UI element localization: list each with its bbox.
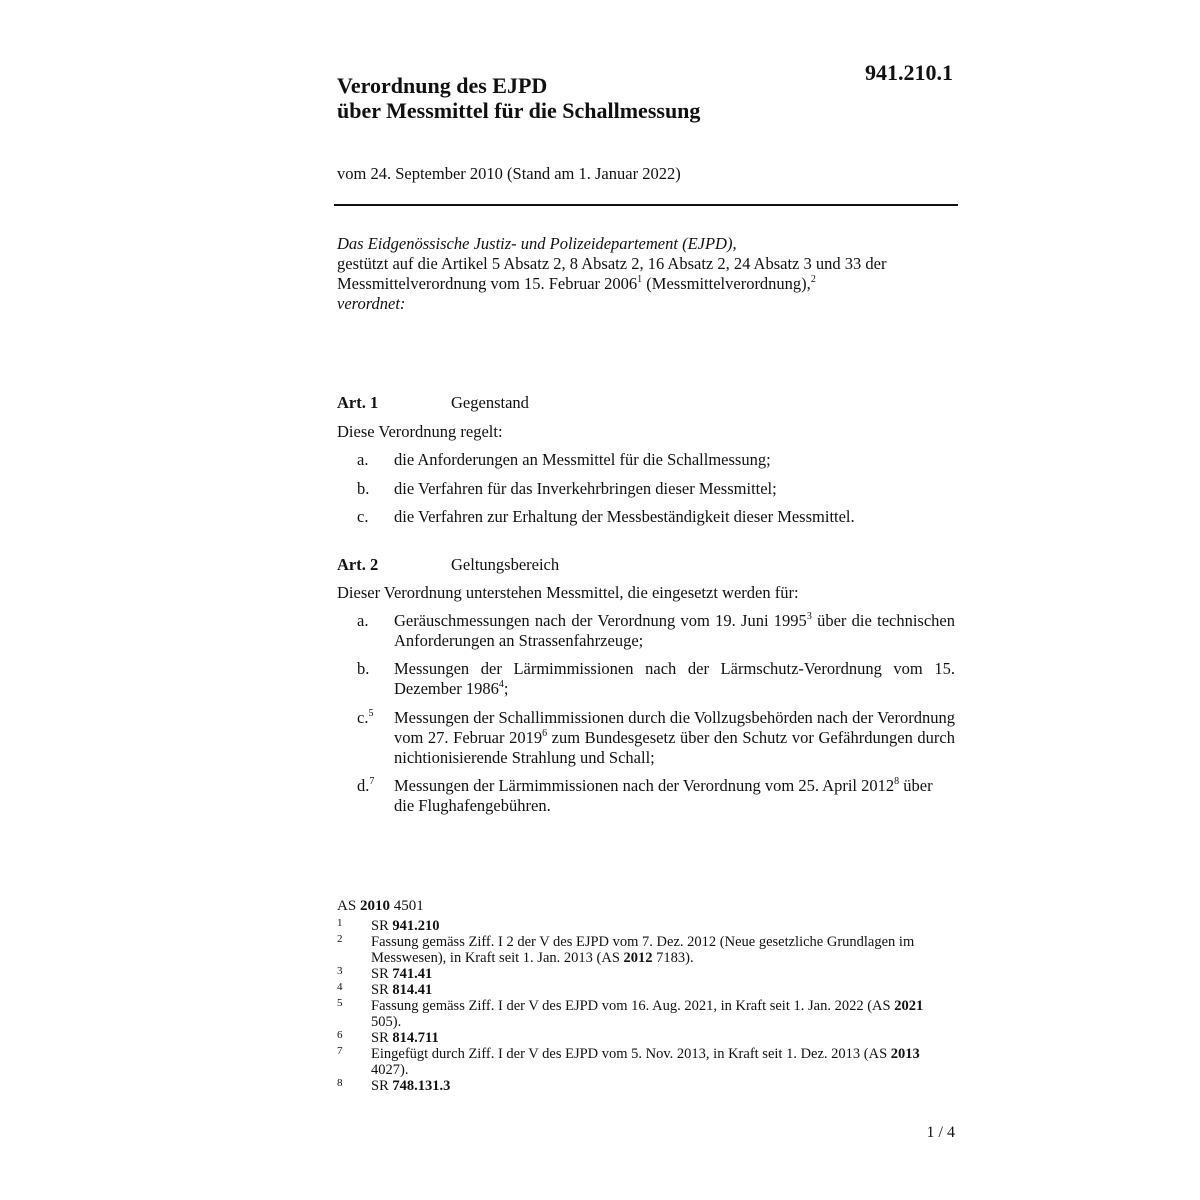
list-item [357,450,955,470]
list-item-label: b. [357,659,370,678]
footnote-as-year: 2012 [623,950,653,966]
footnote-text [371,1078,957,1094]
list-item-text [394,776,955,816]
list-item-text-part: ; [503,679,509,698]
list-item-label-text: d. [357,776,370,795]
article-2-heading: Geltungsbereich [451,555,560,574]
title-line-1: Verordnung des EJPD [337,73,548,98]
list-item-label: b. [357,479,370,498]
list-item-text: die Verfahren zur Erhaltung der Messbeständigkeit dieser Messmittel. [394,507,855,526]
footnote-number: 8 [337,1077,343,1089]
list-item-text [394,611,955,651]
footnote-sr-number: 814.41 [392,982,433,998]
footnote-number: 7 [337,1045,343,1057]
article-1-header [337,393,529,413]
footnote-text-part: SR [371,1078,393,1094]
footnote-text-part: SR [371,982,393,998]
list-item-text-part: Messungen der Lärmimmissionen nach der Lärmschutz-Verordnung vom 15. Dezember 1986 [394,659,955,698]
article-1-heading: Gegenstand [451,393,529,412]
preamble [337,234,957,314]
list-item-text [394,708,955,768]
footnote-5 [337,998,957,1030]
footnote-4 [337,982,957,998]
list-item-label: a. [357,450,369,469]
date-line: vom 24. September 2010 (Stand am 1. Januar 2022) [337,164,681,183]
page-title [337,73,700,123]
footnote-text-part: 505). [371,1014,402,1030]
list-item-text-part: über die technischen Anforderungen an Strassenfahrzeuge; [394,611,955,650]
footnote-text-part: Fassung gemäss Ziff. I 2 der V des EJPD vom 7. Dez. 2012 (Neue gesetzliche Grundlagen im Messwesen), in Kraft seit 1. Jan. 2013 (AS [371,934,915,966]
list-item-text-part: über die Flughafengebühren. [394,776,933,815]
footnote-number: 5 [337,997,343,1009]
footnote-number: 1 [337,917,343,929]
article-1-intro: Diese Verordnung regelt: [337,422,503,441]
footnote-2 [337,934,957,966]
as-prefix: AS [337,898,360,914]
footnote-as-year: 2013 [890,1046,920,1062]
list-item-label [357,776,393,796]
list-item-label-text: c. [357,708,369,727]
footnote-text [371,982,957,998]
footnote-number: 2 [337,933,343,945]
list-item [357,659,955,699]
list-item [357,479,955,499]
article-2-number: Art. 2 [337,555,379,574]
list-item [357,708,955,768]
preamble-basis-text-2: (Messmittelverordnung), [642,274,811,293]
as-year: 2010 [359,898,390,914]
footnote-sr-number: 814.711 [392,1030,439,1046]
footnote-7 [337,1046,957,1078]
list-item-text-part: zum Bundesgesetz über den Schutz vor Gefährdungen durch nichtionisierende Strahlung und Schall; [394,728,955,767]
footnote-1 [337,918,957,934]
footnote-text-part: SR [371,966,393,982]
footnote-sr-number: 748.131.3 [392,1078,451,1094]
footnote-number: 6 [337,1029,343,1041]
footnote-text [371,966,957,982]
header-divider [334,204,958,206]
footnote-text [371,1030,957,1046]
footnote-ref-2[interactable]: 2 [810,273,816,285]
footnote-sr-number: 941.210 [392,918,440,934]
footnote-ref-7[interactable]: 7 [369,775,375,787]
list-item-label: c. [357,507,369,526]
footnote-text [371,918,957,934]
list-item-text-part: Messungen der Schallimmissionen durch die Vollzugsbehörden nach der Verordnung vom 27. Februar 2019 [394,708,955,747]
footnote-number: 3 [337,965,343,977]
footnote-6 [337,1030,957,1046]
footnotes [337,918,957,1094]
footnote-text-part: SR [371,1030,393,1046]
footnote-ref-3[interactable]: 3 [806,610,812,622]
footnote-text-part: 4027). [371,1062,409,1078]
title-line-2: über Messmittel für die Schallmessung [337,98,701,123]
preamble-authority: Das Eidgenössische Justiz- und Polizeidepartement (EJPD), [337,234,737,253]
footnote-as-year: 2021 [894,998,924,1014]
footnote-ref-8[interactable]: 8 [894,775,900,787]
article-2-intro: Dieser Verordnung unterstehen Messmittel, die eingesetzt werden für: [337,583,799,602]
footnote-text-part: 7183). [652,950,694,966]
sr-number: 941.210.1 [865,60,953,85]
footnote-ref-6[interactable]: 6 [542,727,548,739]
footnote-8 [337,1078,957,1094]
footnote-text [371,934,957,966]
list-item [357,611,955,651]
footnote-3 [337,966,957,982]
as-reference [337,898,424,915]
list-item-text-part: Messungen der Lärmimmissionen nach der Verordnung vom 25. April 2012 [394,776,895,795]
footnote-text-part: SR [371,918,393,934]
footnote-ref-5[interactable]: 5 [368,707,374,719]
list-item [357,776,955,816]
footnote-text [371,1046,957,1078]
list-item-text: die Verfahren für das Inverkehrbringen dieser Messmittel; [394,479,777,498]
list-item-text [394,659,955,699]
list-item-text-part: Geräuschmessungen nach der Verordnung vom 19. Juni 1995 [394,611,807,630]
footnote-text [371,998,957,1030]
page-number: 1 / 4 [926,1124,955,1141]
preamble-basis [337,254,957,294]
article-1-number: Art. 1 [337,393,379,412]
footnote-text-part: Fassung gemäss Ziff. I der V des EJPD vom 16. Aug. 2021, in Kraft seit 1. Jan. 2022 (AS [371,998,895,1014]
preamble-basis-text: gestützt auf die Artikel 5 Absatz 2, 8 Absatz 2, 16 Absatz 2, 24 Absatz 3 und 33 der Messmittelverordnung vom 15. Februar 2006 [337,254,887,293]
list-item-label [357,708,393,728]
list-item [357,507,955,527]
footnote-ref-1[interactable]: 1 [637,273,643,285]
article-2-header [337,555,559,575]
footnote-ref-4[interactable]: 4 [498,678,504,690]
list-item-label: a. [357,611,369,630]
footnote-number: 4 [337,981,343,993]
footnote-text-part: Eingefügt durch Ziff. I der V des EJPD vom 5. Nov. 2013, in Kraft seit 1. Dez. 2013 (AS [371,1046,891,1062]
as-page: 4501 [389,898,424,914]
list-item-text: die Anforderungen an Messmittel für die Schallmessung; [394,450,771,469]
footnote-sr-number: 741.41 [392,966,433,982]
preamble-verb: verordnet: [337,294,406,313]
